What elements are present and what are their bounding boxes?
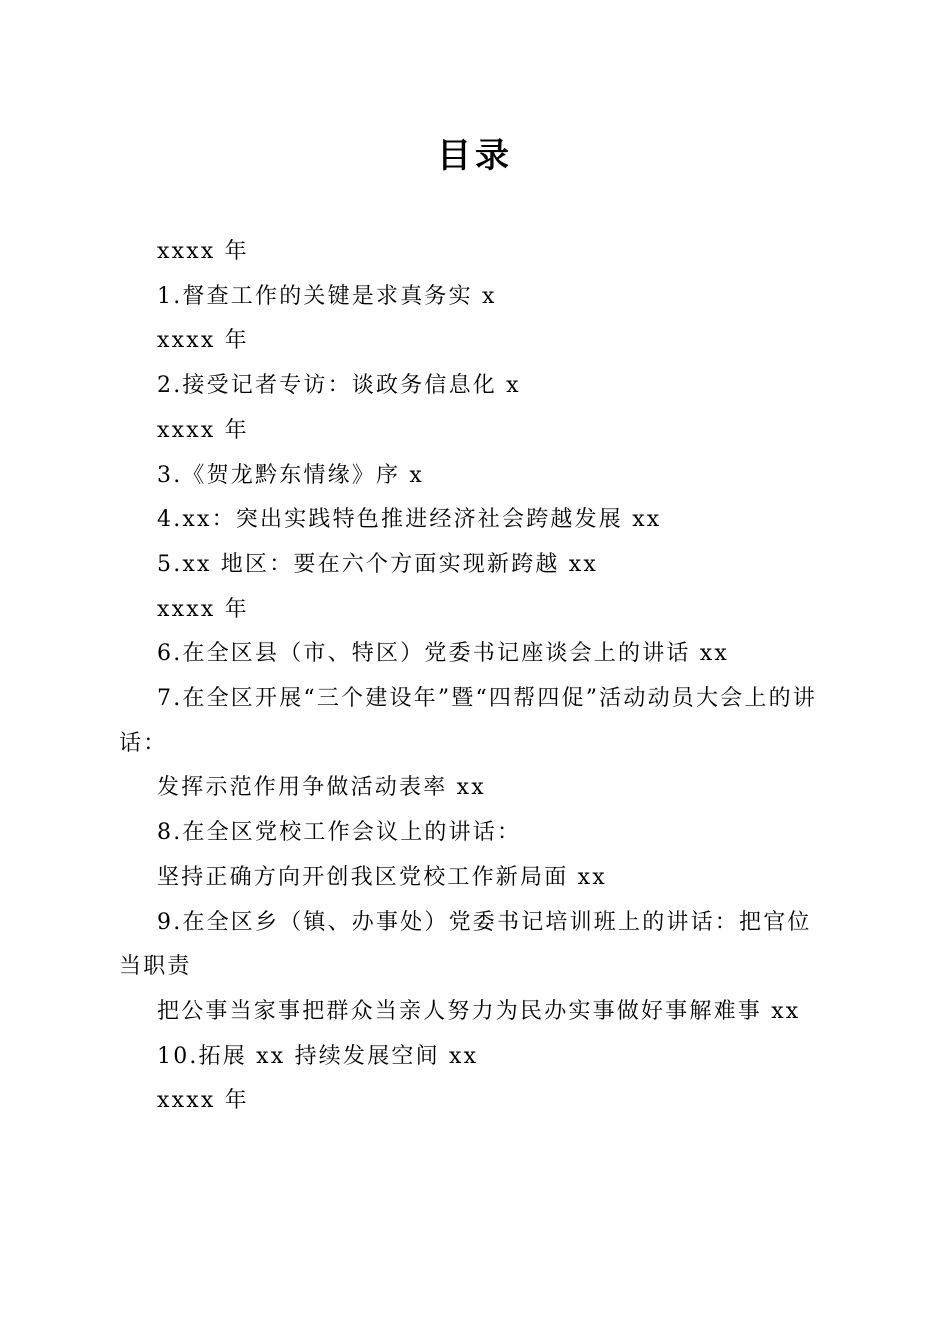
toc-year-heading: xxxx 年: [157, 417, 249, 443]
toc-entry: 2.接受记者专访：谈政务信息化 x: [157, 373, 521, 399]
toc-entry: 5.xx 地区：要在六个方面实现新跨越 xx: [157, 551, 599, 577]
toc-title: 目录: [437, 136, 513, 176]
toc-entry-subtitle: 把公事当家事把群众当亲人努力为民办实事做好事解难事 xx: [157, 998, 801, 1024]
toc-list: [119, 230, 822, 1124]
toc-entry-subtitle: 坚持正确方向开创我区党校工作新局面 xx: [157, 864, 607, 890]
toc-entry: 9.在全区乡（镇、办事处）党委书记培训班上的讲话：把官位当职责: [119, 909, 812, 980]
toc-entry: 3.《贺龙黔东情缘》序 x: [157, 462, 424, 488]
toc-entry: 10.拓展 xx 持续发展空间 xx: [157, 1043, 479, 1069]
toc-entry: 6.在全区县（市、特区）党委书记座谈会上的讲话 xx: [157, 641, 729, 667]
toc-entry: 1.督查工作的关键是求真务实 x: [157, 283, 497, 309]
toc-entry: 4.xx：突出实践特色推进经济社会跨越发展 xx: [157, 507, 662, 533]
toc-year-heading: xxxx 年: [157, 328, 249, 354]
toc-entry: 7.在全区开展“三个建设年”暨“四帮四促”活动动员大会上的讲话：: [119, 686, 817, 756]
toc-year-heading: xxxx 年: [157, 1088, 249, 1114]
toc-year-heading: xxxx 年: [157, 596, 249, 622]
toc-year-heading: xxxx 年: [157, 239, 249, 264]
toc-entry-subtitle: 发挥示范作用争做活动表率 xx: [157, 775, 486, 801]
toc-entry: 8.在全区党校工作会议上的讲话：: [157, 820, 522, 846]
